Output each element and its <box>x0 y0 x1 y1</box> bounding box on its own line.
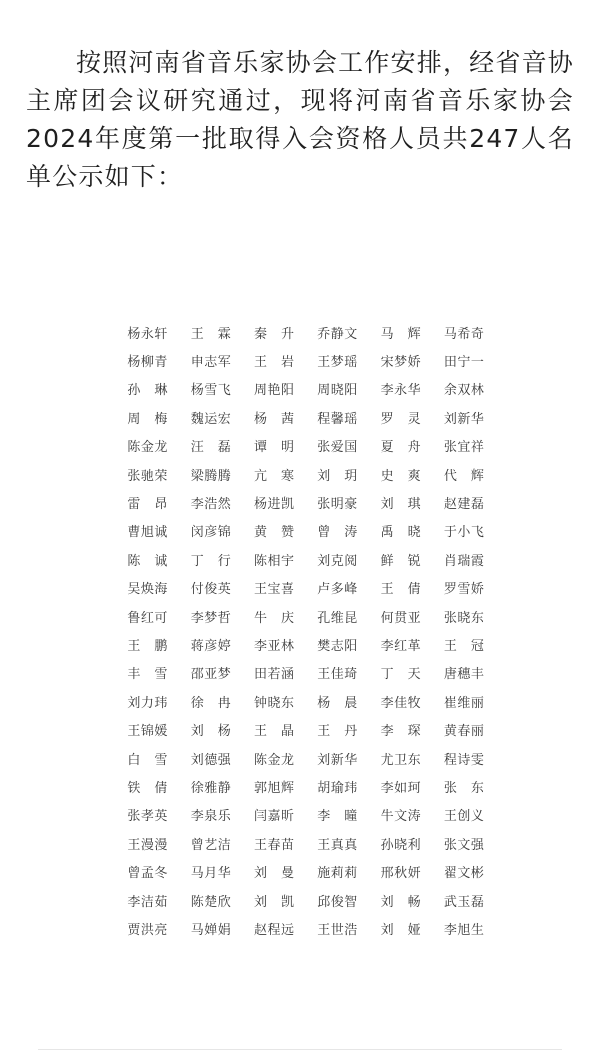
member-name: 王 岩 <box>253 355 295 371</box>
member-name: 梁腾腾 <box>190 468 232 484</box>
member-name: 牛 庆 <box>253 610 295 626</box>
member-name: 赵程远 <box>253 922 295 938</box>
member-name: 鲁红可 <box>127 610 168 626</box>
member-name: 周晓阳 <box>317 383 358 399</box>
member-name: 杨 茜 <box>253 411 295 427</box>
member-name: 肖瑞霞 <box>443 553 485 569</box>
member-name: 刘 娅 <box>380 922 422 938</box>
member-name: 于小飞 <box>443 525 485 541</box>
member-name: 王真真 <box>317 837 358 853</box>
member-name: 夏 舟 <box>380 440 422 456</box>
member-name: 杨 晨 <box>317 695 358 711</box>
member-name: 黄春丽 <box>443 724 485 740</box>
member-name: 白 雪 <box>127 752 168 768</box>
member-name: 张驰荣 <box>127 468 168 484</box>
member-name: 王世浩 <box>317 922 358 938</box>
member-name: 李亚林 <box>253 638 295 654</box>
member-name: 田宁一 <box>443 355 485 371</box>
member-name: 贾洪亮 <box>127 922 168 938</box>
member-name: 代 辉 <box>443 468 485 484</box>
member-name: 施莉莉 <box>317 866 358 882</box>
member-name: 李如珂 <box>380 780 422 796</box>
member-name: 杨雪飞 <box>190 383 232 399</box>
member-name: 鲜 锐 <box>380 553 422 569</box>
member-name: 付俊英 <box>190 582 232 598</box>
member-name: 杨永轩 <box>127 326 168 342</box>
intro-paragraph: 按照河南省音乐家协会工作安排，经省音协主席团会议研究通过，现将河南省音乐家协会2024年度第一批取得入会资格人员共247人名单公示如下： <box>26 48 574 191</box>
member-name: 邱俊智 <box>317 894 358 910</box>
member-name: 翟文彬 <box>443 866 485 882</box>
member-name: 陈金龙 <box>253 752 295 768</box>
member-name: 田若涵 <box>253 667 295 683</box>
member-name: 李佳牧 <box>380 695 422 711</box>
member-name: 曾 涛 <box>317 525 358 541</box>
member-name: 王宝喜 <box>253 582 295 598</box>
member-name: 马 辉 <box>380 326 422 342</box>
member-name: 雷 昂 <box>127 497 168 513</box>
member-name: 唐穗丰 <box>443 667 485 683</box>
member-name: 刘 畅 <box>380 894 422 910</box>
member-name: 李浩然 <box>190 497 232 513</box>
member-name: 丁 行 <box>190 553 232 569</box>
member-name: 刘新华 <box>317 752 358 768</box>
member-name: 牛文涛 <box>380 809 422 825</box>
member-name: 刘力玮 <box>127 695 168 711</box>
member-name: 王 鹏 <box>127 638 168 654</box>
member-name: 宋梦娇 <box>380 355 422 371</box>
member-name: 程馨瑶 <box>317 411 358 427</box>
member-name: 罗 灵 <box>380 411 422 427</box>
member-name: 杨柳青 <box>127 355 168 371</box>
member-name: 丁 天 <box>380 667 422 683</box>
member-name: 史 爽 <box>380 468 422 484</box>
member-name: 马希奇 <box>443 326 485 342</box>
member-name: 陈楚欣 <box>190 894 232 910</box>
member-name: 刘 凯 <box>253 894 295 910</box>
member-name: 樊志阳 <box>317 638 358 654</box>
member-name: 尤卫东 <box>380 752 422 768</box>
member-name: 孙 琳 <box>127 383 168 399</box>
member-name: 李永华 <box>380 383 422 399</box>
member-name: 张晓东 <box>443 610 485 626</box>
member-name: 曹旭诚 <box>127 525 168 541</box>
member-name: 罗雪娇 <box>443 582 485 598</box>
member-name: 王 晶 <box>253 724 295 740</box>
member-name: 周艳阳 <box>253 383 295 399</box>
member-name-list <box>116 318 496 943</box>
member-name: 申志军 <box>190 355 232 371</box>
member-name: 王 冠 <box>443 638 485 654</box>
member-name: 王春苗 <box>253 837 295 853</box>
member-name: 李泉乐 <box>190 809 232 825</box>
member-name: 李 琛 <box>380 724 422 740</box>
member-name: 李旭生 <box>443 922 485 938</box>
member-name: 闫嘉昕 <box>253 809 295 825</box>
member-name: 王锦媛 <box>127 724 168 740</box>
member-name: 王创义 <box>443 809 485 825</box>
member-name: 王漫漫 <box>127 837 168 853</box>
member-name: 孔维昆 <box>317 610 358 626</box>
member-name: 赵建磊 <box>443 497 485 513</box>
member-name: 陈 诚 <box>127 553 168 569</box>
member-name: 禹 晓 <box>380 525 422 541</box>
member-name: 孙晓利 <box>380 837 422 853</box>
member-name: 王梦瑶 <box>317 355 358 371</box>
member-name: 周 梅 <box>127 411 168 427</box>
member-name: 闵彦锦 <box>190 525 232 541</box>
member-name: 王 倩 <box>380 582 422 598</box>
member-name: 陈金龙 <box>127 440 168 456</box>
member-name: 曾孟冬 <box>127 866 168 882</box>
member-name: 黄 赞 <box>253 525 295 541</box>
member-name: 谭 明 <box>253 440 295 456</box>
member-name: 余双林 <box>443 383 485 399</box>
member-name: 魏运宏 <box>190 411 232 427</box>
member-name: 刘新华 <box>443 411 485 427</box>
member-name: 陈相宇 <box>253 553 295 569</box>
member-name: 丰 雪 <box>127 667 168 683</box>
member-name: 张文强 <box>443 837 485 853</box>
member-name: 王 霖 <box>190 326 232 342</box>
member-name: 蒋彦婷 <box>190 638 232 654</box>
member-name: 张宜祥 <box>443 440 485 456</box>
member-name: 胡瑜玮 <box>317 780 358 796</box>
member-name: 马婵娟 <box>190 922 232 938</box>
member-name: 杨进凯 <box>253 497 295 513</box>
member-name: 程诗雯 <box>443 752 485 768</box>
member-name: 卢多峰 <box>317 582 358 598</box>
member-name: 马月华 <box>190 866 232 882</box>
member-name: 李梦哲 <box>190 610 232 626</box>
member-name: 刘 玥 <box>317 468 358 484</box>
member-name: 刘 曼 <box>253 866 295 882</box>
member-name: 王佳琦 <box>317 667 358 683</box>
member-name: 秦 升 <box>253 326 295 342</box>
member-name: 亢 寒 <box>253 468 295 484</box>
member-name: 汪 磊 <box>190 440 232 456</box>
member-name: 刘 琪 <box>380 497 422 513</box>
member-name: 徐 冉 <box>190 695 232 711</box>
member-name: 曾艺洁 <box>190 837 232 853</box>
member-name: 邵亚梦 <box>190 667 232 683</box>
member-name: 刘 杨 <box>190 724 232 740</box>
member-name: 李洁茹 <box>127 894 168 910</box>
member-name: 刘克阅 <box>317 553 358 569</box>
member-name: 邢秋妍 <box>380 866 422 882</box>
member-name: 张孝英 <box>127 809 168 825</box>
bottom-divider <box>38 1049 562 1050</box>
member-name: 张 东 <box>443 780 485 796</box>
member-name: 郭旭辉 <box>253 780 295 796</box>
member-name: 铁 倩 <box>127 780 168 796</box>
member-name: 张爱国 <box>317 440 358 456</box>
member-name: 吴焕海 <box>127 582 168 598</box>
member-name: 李 曈 <box>317 809 358 825</box>
member-name: 李红革 <box>380 638 422 654</box>
member-name: 何贯亚 <box>380 610 422 626</box>
member-name: 张明豪 <box>317 497 358 513</box>
member-name: 武玉磊 <box>443 894 485 910</box>
member-name: 刘德强 <box>190 752 232 768</box>
member-name: 乔静文 <box>317 326 358 342</box>
member-name: 钟晓东 <box>253 695 295 711</box>
member-name: 徐雅静 <box>190 780 232 796</box>
member-name: 王 丹 <box>317 724 358 740</box>
member-name: 崔维丽 <box>443 695 485 711</box>
